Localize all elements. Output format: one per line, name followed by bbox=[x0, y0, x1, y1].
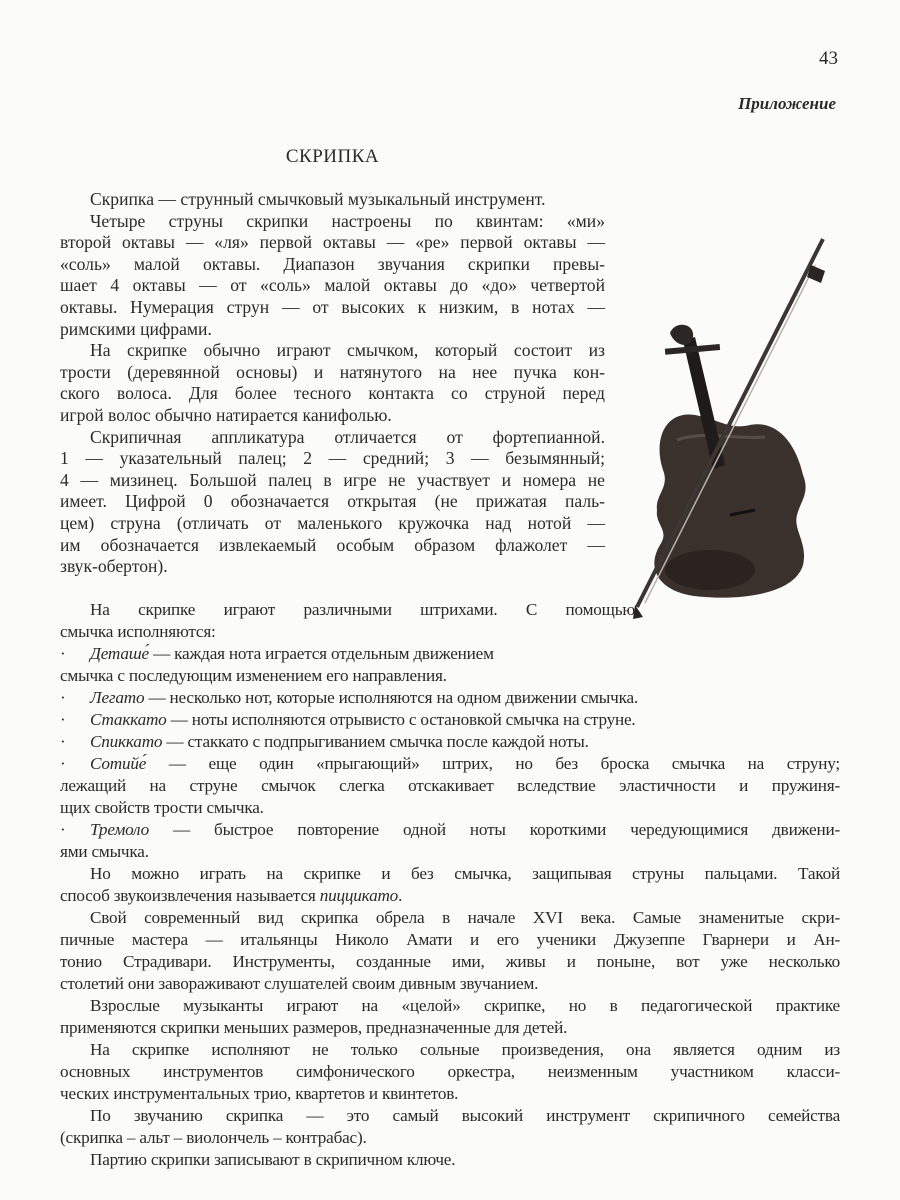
italic-term: Спиккато bbox=[90, 732, 163, 751]
text-segment: — стаккато с подпрыгиванием смычка после каждой ноты. bbox=[162, 732, 589, 751]
bow-stroke-item bbox=[60, 753, 840, 775]
paragraph bbox=[60, 340, 605, 426]
text-segment: тонио Страдивари. Инструменты, созданные ими, живы и поныне, вот уже несколько bbox=[60, 952, 840, 971]
text-line: трости (деревянной основы) и натянутого на нее пучка кон- bbox=[60, 361, 605, 382]
section-header: Приложение bbox=[738, 94, 836, 113]
text-line bbox=[60, 621, 605, 643]
text-line bbox=[60, 995, 840, 1017]
text-line: игрой волос обычно натирается канифолью. bbox=[60, 404, 392, 425]
italic-term: Деташе́ bbox=[90, 644, 149, 663]
text-line bbox=[60, 907, 840, 929]
bullet-icon: · bbox=[60, 754, 66, 773]
italic-term: Стаккато bbox=[90, 710, 167, 729]
italic-term: Тремоло bbox=[90, 820, 149, 839]
bullet-icon: · bbox=[60, 732, 66, 751]
text-line bbox=[60, 885, 840, 907]
paragraph bbox=[60, 427, 605, 578]
bullet-icon: · bbox=[60, 688, 66, 707]
text-segment: Партию скрипки записывают в скрипичном ключе. bbox=[90, 1150, 456, 1169]
text-line bbox=[60, 929, 840, 951]
text-segment: — еще один «прыгающий» штрих, но без броска смычка на струну; bbox=[146, 754, 840, 773]
text-segment: щих свойств трости смычка. bbox=[60, 798, 264, 817]
text-segment: смычка исполняются: bbox=[60, 622, 216, 641]
text-line bbox=[60, 1149, 840, 1171]
text-segment: — несколько нот, которые исполняются на одном движении смычка. bbox=[144, 688, 639, 707]
text-segment: Но можно играть на скрипке и без смычка, защипывая струны пальцами. Такой bbox=[90, 864, 840, 883]
text-segment: — ноты исполняются отрывисто с остановкой смычка на струне. bbox=[166, 710, 636, 729]
text-segment: смычка с последующим изменением его направления. bbox=[60, 666, 447, 685]
text-segment: Свой современный вид скрипка обрела в начале XVI века. Самые знаменитые скри- bbox=[90, 908, 840, 927]
text-segment: ями смычка. bbox=[60, 842, 149, 861]
text-line: римскими цифрами. bbox=[60, 318, 212, 339]
text-line: Скрипка — струнный смычковый музыкальный инструмент. bbox=[90, 189, 546, 209]
text-segment: На скрипке исполняют не только сольные произведения, она является одним из bbox=[90, 1040, 840, 1059]
text-segment: . bbox=[398, 886, 403, 905]
text-line: октавы. Нумерация струн — от высоких к низким, в нотах — bbox=[60, 296, 605, 317]
text-line bbox=[60, 599, 635, 621]
text-line bbox=[60, 951, 840, 973]
text-segment: применяются скрипки меньших размеров, предназначенные для детей. bbox=[60, 1018, 568, 1037]
text-segment: столетий они завораживают слушателей своим дивным звучанием. bbox=[60, 974, 539, 993]
text-segment: способ звукоизвлечения называется bbox=[60, 886, 320, 905]
page-title: СКРИПКА bbox=[285, 146, 380, 167]
text-line: 4 — мизинец. Большой палец в игре не участвует и номера не bbox=[60, 469, 605, 490]
text-line: имеет. Цифрой 0 обозначается открытая (не прижатая паль- bbox=[60, 491, 605, 512]
text-line bbox=[60, 1017, 840, 1039]
italic-term: Легато bbox=[90, 688, 145, 707]
text-line: им обозначается извлекаемый особым образом флажолет — bbox=[60, 534, 605, 555]
text-segment: Взрослые музыканты играют на «целой» скрипке, но в педагогической практике bbox=[90, 996, 840, 1015]
text-line bbox=[60, 665, 605, 687]
violin-body bbox=[654, 325, 805, 598]
text-line bbox=[60, 1039, 840, 1061]
bow-stroke-item bbox=[60, 687, 840, 709]
text-segment: основных инструментов симфонического оркестра, неизменным участником класси- bbox=[60, 1062, 840, 1081]
text-segment: пичные мастера — итальянцы Николо Амати и его ученики Джузеппе Гварнери и Ан- bbox=[60, 930, 840, 949]
text-segment: ческих инструментальных трио, квартетов и квинтетов. bbox=[60, 1084, 459, 1103]
bullet-icon: · bbox=[60, 644, 66, 663]
page-number: 43 bbox=[819, 48, 838, 69]
text-line: ского волоса. Для более тесного контакта со струной перед bbox=[60, 383, 605, 404]
text-line: звук-обертон). bbox=[60, 556, 168, 577]
italic-term: Сотийе́ bbox=[90, 754, 147, 773]
bow-stroke-item bbox=[60, 709, 840, 731]
text-line bbox=[60, 863, 840, 885]
text-segment: (скрипка – альт – виолончель – контрабас). bbox=[60, 1128, 367, 1147]
text-line: «соль» малой октавы. Диапазон звучания скрипки превы- bbox=[60, 253, 605, 274]
text-segment: лежащий на струне смычок слегка отскакивает вследствие эластичности и пружиня- bbox=[60, 776, 840, 795]
bow-stroke-item bbox=[60, 731, 840, 753]
bullet-icon: · bbox=[60, 820, 66, 839]
italic-term: пиццикато bbox=[319, 886, 399, 905]
violin-illustration bbox=[625, 225, 845, 625]
text-segment: На скрипке играют различными штрихами. С помощью bbox=[90, 600, 635, 619]
bullet-icon: · bbox=[60, 710, 66, 729]
paragraph bbox=[60, 211, 605, 341]
text-line bbox=[60, 1127, 840, 1149]
text-line bbox=[60, 1083, 840, 1105]
text-segment: — каждая нота играется отдельным движением bbox=[148, 644, 494, 663]
text-line: второй октавы — «ля» первой октавы — «ре» первой октавы — bbox=[60, 232, 605, 253]
text-segment: — быстрое повторение одной ноты короткими чередующимися движени- bbox=[148, 820, 840, 839]
bow-stroke-item bbox=[60, 819, 840, 841]
text-line bbox=[60, 973, 840, 995]
text-segment: По звучанию скрипка — это самый высокий инструмент скрипичного семейства bbox=[90, 1106, 840, 1125]
text-line bbox=[60, 841, 840, 863]
text-line: 1 — указательный палец; 2 — средний; 3 — безымянный; bbox=[60, 448, 605, 469]
intro-text bbox=[60, 189, 605, 578]
bow-strokes-text bbox=[60, 599, 840, 1171]
bow-stroke-item bbox=[60, 643, 605, 665]
text-line bbox=[60, 1105, 840, 1127]
text-line bbox=[60, 775, 840, 797]
text-line: Четыре струны скрипки настроены по квинтам: «ми» bbox=[90, 210, 605, 231]
paragraph bbox=[60, 189, 605, 211]
text-line: Скрипичная аппликатура отличается от фортепианной. bbox=[90, 426, 605, 447]
text-line: цем) струна (отличать от маленького кружочка над нотой — bbox=[60, 512, 605, 533]
text-line: На скрипке обычно играют смычком, который состоит из bbox=[90, 340, 605, 361]
text-line: шает 4 октавы — от «соль» малой октавы до «до» четвертой bbox=[60, 275, 605, 296]
text-line bbox=[60, 797, 840, 819]
text-line bbox=[60, 1061, 840, 1083]
